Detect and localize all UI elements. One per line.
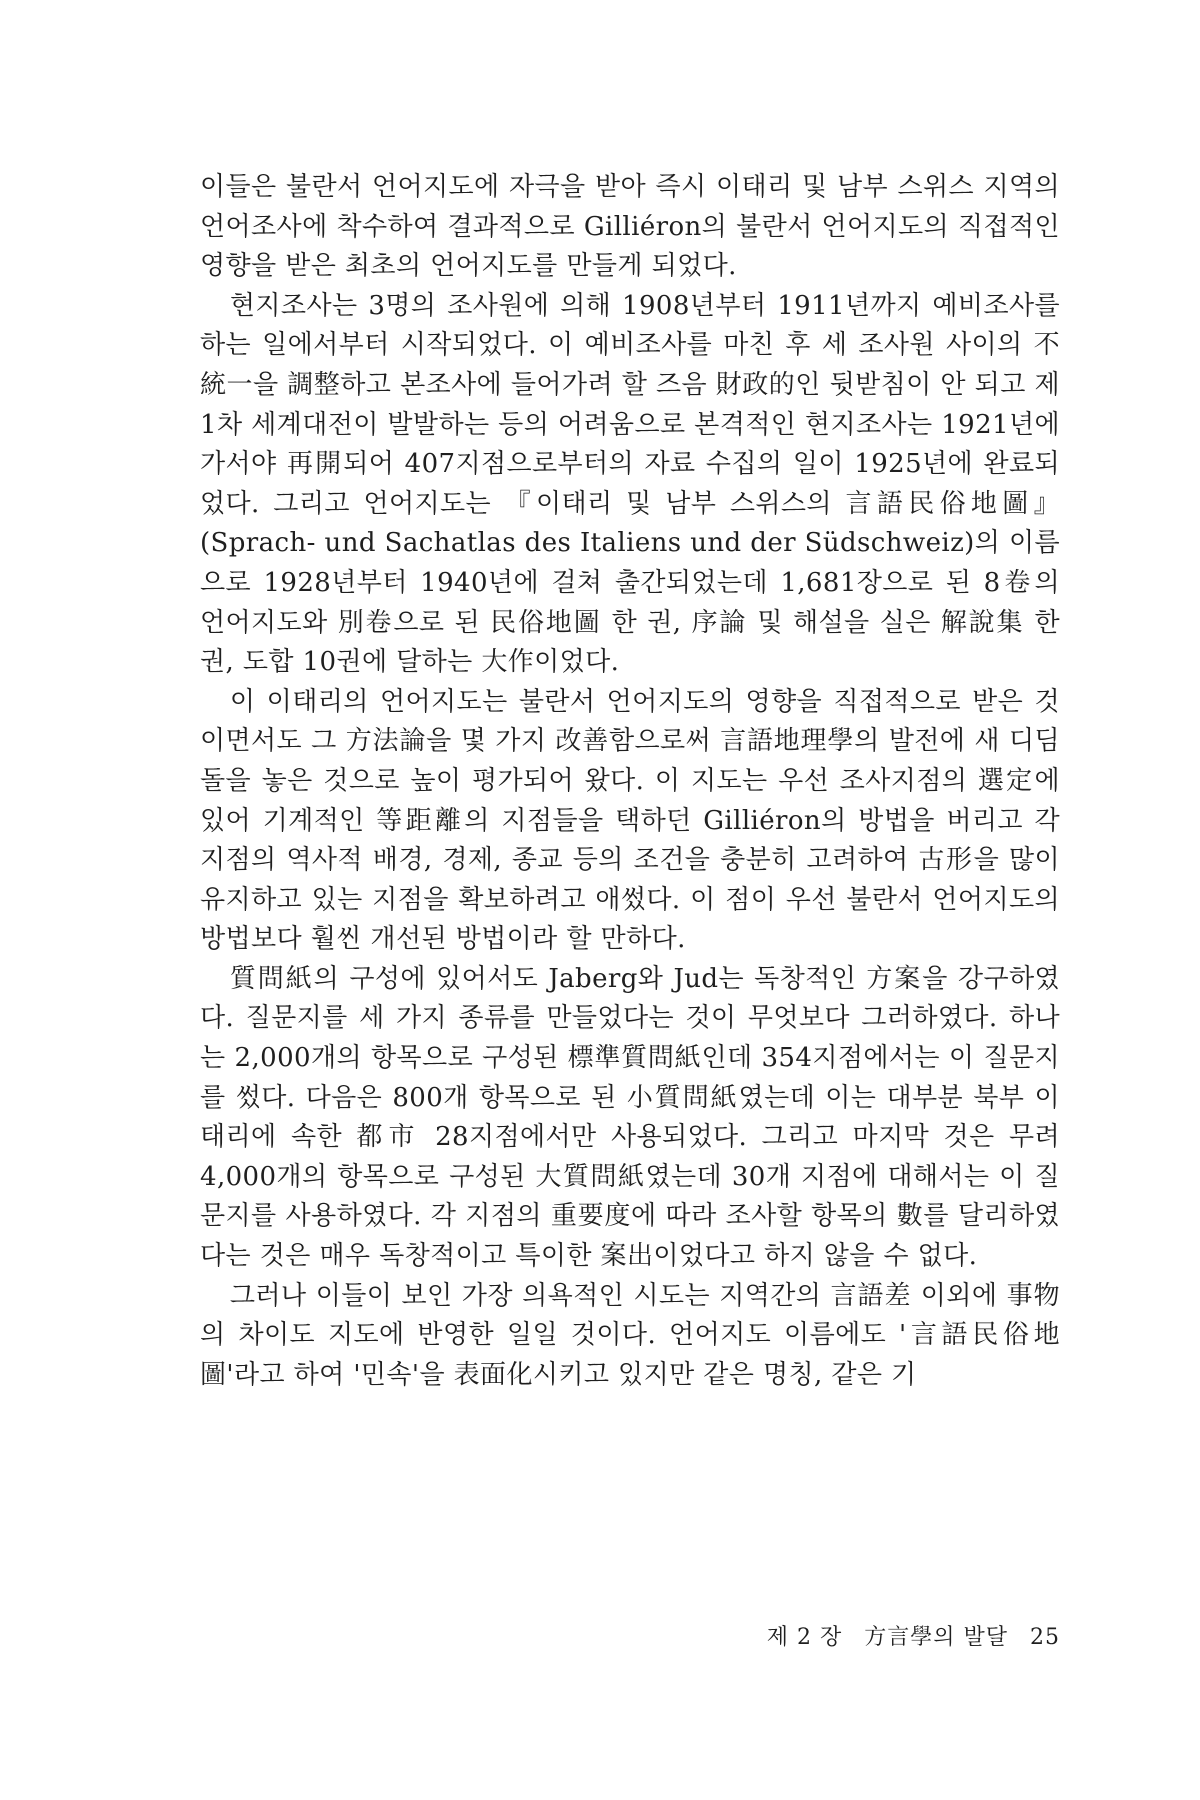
paragraph-2: 현지조사는 3명의 조사원에 의해 1908년부터 1911년까지 예비조사를 하는 일에서부터 시작되었다. 이 예비조사를 마친 후 세 조사원 사이의 不統一을 調整하고 본조사에 들어가려 할 즈음 財政的인 뒷받침이 안 되고 제 1차 세계대전이 발발하는 등의 어려움으로 본격적인 현지조사는 1921년에 가서야 再開되어 407지점으로부터의 자료 수집의 일이 1925년에 완료되었다. 그리고 언어지도는 『이태리 및 남부 스위스의 言語民俗地圖』(Sprach- und Sachatlas des Italiens und der Südschweiz)의 이름으로 1928년부터 1940년에 걸쳐 출간되었는데 1,681장으로 된 8卷의 언어지도와 別卷으로 된 民俗地圖 한 권, 序論 및 해설을 실은 解說集 한 권, 도합 10권에 달하는 大作이었다. (200, 290, 1060, 678)
page-footer (200, 1620, 1060, 1651)
paragraph-4: 質問紙의 구성에 있어서도 Jaberg와 Jud는 독창적인 方案을 강구하였다. 질문지를 세 가지 종류를 만들었다는 것이 무엇보다 그러하였다. 하나는 2,000개의 항목으로 구성된 標準質問紙인데 354지점에서는 이 질문지를 썼다. 다음은 800개 항목으로 된 小質問紙였는데 이는 대부분 북부 이태리에 속한 都市 28지점에서만 사용되었다. 그리고 마지막 것은 무려 4,000개의 항목으로 구성된 大質問紙였는데 30개 지점에 대해서는 이 질문지를 사용하였다. 각 지점의 重要度에 따라 조사할 항목의 數를 달리하였다는 것은 매우 독창적이고 특이한 案出이었다고 하지 않을 수 없다. (200, 963, 1060, 1272)
paragraph-1: 이들은 불란서 언어지도에 자극을 받아 즉시 이태리 및 남부 스위스 지역의 언어조사에 착수하여 결과적으로 Gilliéron의 불란서 언어지도의 직접적인 영향을 받은 최초의 언어지도를 만들게 되었다. (200, 172, 1060, 282)
paragraph-3: 이 이태리의 언어지도는 불란서 언어지도의 영향을 직접적으로 받은 것이면서도 그 方法論을 몇 가지 改善함으로써 言語地理學의 발전에 새 디딤돌을 놓은 것으로 높이 평가되어 왔다. 이 지도는 우선 조사지점의 選定에 있어 기계적인 等距離의 지점들을 택하던 Gilliéron의 방법을 버리고 각 지점의 역사적 배경, 경제, 종교 등의 조건을 충분히 고려하여 古形을 많이 유지하고 있는 지점을 확보하려고 애썼다. 이 점이 우선 불란서 언어지도의 방법보다 훨씬 개선된 방법이라 할 만하다. (200, 686, 1060, 955)
footer-chapter-title: 方言學의 발달 (864, 1625, 1008, 1650)
page-body (200, 168, 1060, 1708)
body-text (200, 168, 1060, 1395)
footer-chapter: 제 2 장 (766, 1625, 843, 1650)
paragraph-5: 그러나 이들이 보인 가장 의욕적인 시도는 지역간의 言語差 이외에 事物의 차이도 지도에 반영한 일일 것이다. 언어지도 이름에도 '言語民俗地圖'라고 하여 '민속'을 表面化시키고 있지만 같은 명칭, 같은 기 (200, 1280, 1060, 1390)
page-number: 25 (1030, 1625, 1060, 1650)
